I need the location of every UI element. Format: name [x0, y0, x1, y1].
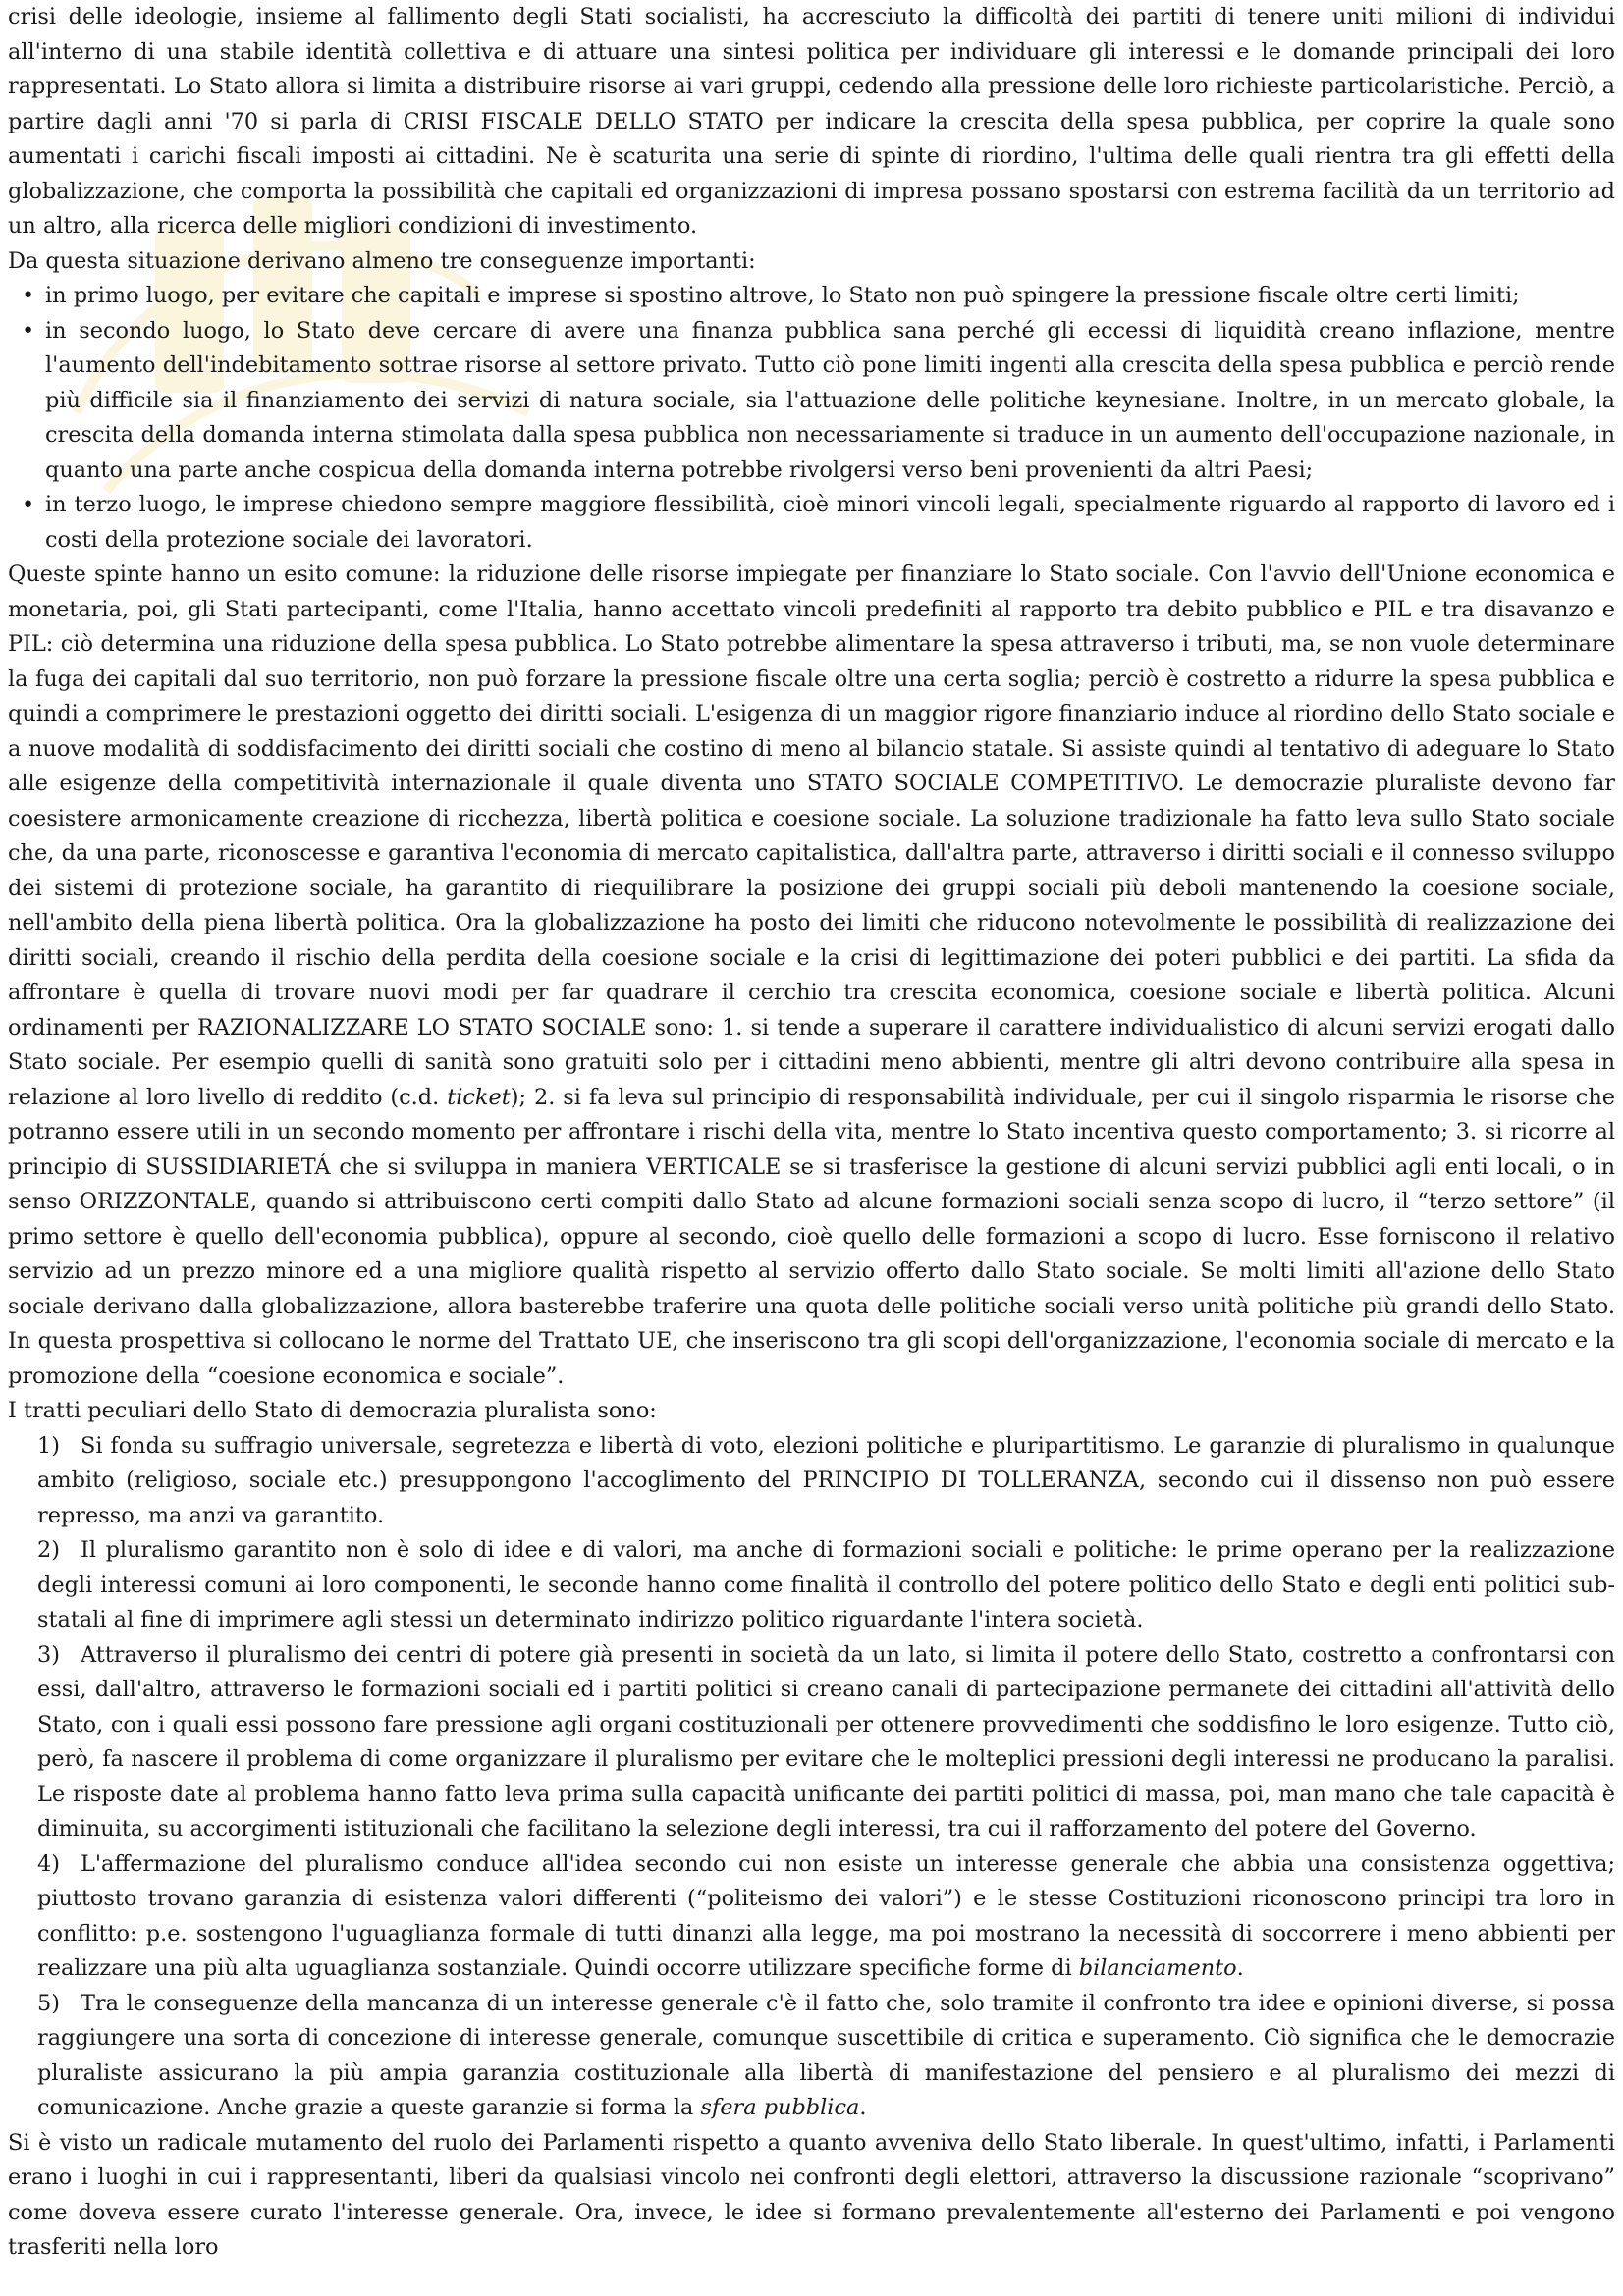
list-item — [22, 314, 1615, 489]
item-number: 2) — [37, 1537, 60, 1563]
main-paragraph — [8, 558, 1615, 1394]
bullet-text: in primo luogo, per evitare che capitali e imprese si spostino altrove, lo Stato non può spingere la pressione fiscale oltre certi limiti; — [45, 283, 1520, 308]
intro-paragraph: crisi delle ideologie, insieme al fallimento degli Stati socialisti, ha accresciuto la difficoltà dei partiti di tenere uniti milioni di individui all'interno di una stabile identità collettiva e di attuare una sintesi politica per individuare gli interessi e le domande principali dei loro rappresentati. Lo Stato allora si limita a distribuire risorse ai vari gruppi, cedendo alla pressione delle loro richieste particolaristiche. Perciò, a partire dagli anni '70 si parla di CRISI FISCALE DELLO STATO per indicare la crescita della spesa pubblica, per coprire la quale sono aumentati i carichi fiscali imposti ai cittadini. Ne è scaturita una serie di spinte di riordino, l'ultima delle quali rientra tra gli effetti della globalizzazione, che comporta la possibilità che capitali ed organizzazioni di impresa possano spostarsi con estrema facilità da un territorio ad un altro, alla ricerca delle migliori condizioni di investimento. — [8, 4, 1615, 239]
consequences-list — [8, 279, 1615, 558]
final-paragraph: Si è visto un radicale mutamento del ruolo dei Parlamenti rispetto a quanto avveniva dello Stato liberale. In quest'ultimo, infatti, i Parlamenti erano i luoghi in cui i rappresentanti, liberi da qualsiasi vincolo nei confronti degli elettori, attraverso la discussione razionale “scoprivano” come doveva essere curato l'interesse generale. Ora, invece, le idee si formano prevalentemente all'esterno dei Parlamenti e poi vengono trasferiti nella loro — [8, 2129, 1615, 2260]
sfera-pubblica-term: sfera pubblica — [700, 2095, 860, 2120]
item-text: Attraverso il pluralismo dei centri di potere già presenti in società da un lato, si limita il potere dello Stato, costretto a confrontarsi con essi, dall'altro, attraverso le formazioni sociali ed i partiti politici si creano canali di partecipazione permanete dei cittadini all'attività dello Stato, con i quali essi possono fare pressione agli organi costituzionali per ottenere provvedimenti che soddisfino le loro esigenze. Tutto ciò, però, fa nascere il problema di come organizzare il pluralismo per evitare che le molteplici pressioni degli interessi ne producano la paralisi. Le risposte date al problema hanno fatto leva prima sulla capacità unificante dei partiti politici di massa, poi, man mano che tale capacità è diminuita, su accorgimenti istituzionali che facilitano la selezione degli interessi, tra cui il rafforzamento del potere del Governo. — [37, 1641, 1615, 1842]
main-paragraph-part2: ); 2. si fa leva sul principio di responsabilità individuale, per cui il singolo risparmia le risorse che potranno essere utili in un secondo momento per affrontare i rischi della vita, mentre lo Stato incentiva questo comportamento; 3. si ricorre al principio di SUSSIDIARIETÁ che si sviluppa in maniera VERTICALE se si trasferisce la gestione di alcuni servizi pubblici agli enti locali, o in senso ORIZZONTALE, quando si attribuiscono certi compiti dallo Stato ad alcune formazioni sociali senza scopo di lucro, il “terzo settore” (il primo settore è quello dell'economia pubblica), oppure al secondo, cioè quello delle formazioni a scopo di lucro. Esse forniscono il relativo servizio ad un prezzo minore ed a una migliore qualità rispetto al servizio offerto dallo Stato sociale. Se molti limiti all'azione dello Stato sociale derivano dalla globalizzazione, allora basterebbe traferire una quota delle politiche sociali verso unità politiche più grandi dello Stato. In questa prospettiva si collocano le norme del Trattato UE, che inseriscono tra gli scopi dell'organizzazione, l'economia sociale di mercato e la promozione della “coesione economica e sociale”. — [8, 1084, 1615, 1389]
bullet-icon: • — [22, 317, 35, 344]
ticket-term: ticket — [447, 1084, 511, 1110]
consequences-intro: Da questa situazione derivano almeno tre conseguenze importanti: — [8, 247, 756, 274]
list-item — [37, 1987, 1615, 2126]
document-page — [8, 0, 1615, 2266]
item-text: Il pluralismo garantito non è solo di idee e di valori, ma anche di formazioni sociali e politiche: le prime operano per la realizzazione degli interessi comuni ai loro componenti, le seconde hanno come finalità il controllo del potere politico dello Stato e degli enti politici sub-statali al fine di imprimere agli stessi un determinato indirizzo politico riguardante l'intera società. — [37, 1537, 1615, 1632]
item-tail: . — [1236, 1955, 1244, 1981]
main-paragraph-part1: Queste spinte hanno un esito comune: la riduzione delle risorse impiegate per finanziare lo Stato sociale. Con l'avvio dell'Unione economica e monetaria, poi, gli Stati partecipanti, come l'Italia, hanno accettato vincoli predefiniti al rapporto tra debito pubblico e PIL e tra disavanzo e PIL: ciò determina una riduzione della spesa pubblica. Lo Stato potrebbe alimentare la spesa attraverso i tributi, ma, se non vuole determinare la fuga dei capitali dal suo territorio, non può forzare la pressione fiscale oltre una certa soglia; perciò è costretto a ridurre la spesa pubblica e quindi a comprimere le prestazioni oggetto dei diritti sociali. L'esigenza di un maggior rigore finanziario induce al riordino dello Stato sociale e a nuove modalità di soddisfacimento dei diritti sociali che costino di meno al bilancio statale. Si assiste quindi al tentativo di adeguare lo Stato alle esigenze della competitività internazionale il quale diventa uno STATO SOCIALE COMPETITIVO. Le democrazie pluraliste devono far coesistere armonicamente creazione di ricchezza, libertà politica e coesione sociale. La soluzione tradizionale ha fatto leva sullo Stato sociale che, da una parte, riconoscesse e garantiva l'economia di mercato capitalistica, dall'altra parte, attraverso i diritti sociali e il connesso sviluppo dei sistemi di protezione sociale, ha garantito di riequilibrare la posizione dei gruppi sociali più deboli mantenendo la coesione sociale, nell'ambito della piena libertà politica. Ora la globalizzazione ha posto dei limiti che riducono notevolmente le possibilità di realizzazione dei diritti sociali, creando il rischio della perdita della coesione sociale e la crisi di legittimazione dei poteri pubblici e dei partiti. La sfida da affrontare è quella di trovare nuovi modi per far quadrare il cerchio tra crescita economica, coesione sociale e libertà politica. Alcuni ordinamenti per RAZIONALIZZARE LO STATO SOCIALE sono: 1. si tende a superare il carattere individualistico di alcuni servizi erogati dallo Stato sociale. Per esempio quelli di sanità sono gratuiti solo per i cittadini meno abbienti, mentre gli altri devono contribuire alla spesa in relazione al loro livello di reddito (c.d. — [8, 561, 1615, 1110]
item-text: Tra le conseguenze della mancanza di un interesse generale c'è il fatto che, solo tramite il confronto tra idee e opinioni diverse, si possa raggiungere una sorta di concezione di interesse generale, comunque suscettibile di critica e superamento. Ciò significa che le democrazie pluraliste assicurano la più ampia garanzia costituzionale alla libertà di manifestazione del pensiero e al pluralismo dei mezzi di comunicazione. Anche grazie a queste garanzie si forma la — [37, 1990, 1615, 2120]
traits-intro: I tratti peculiari dello Stato di democrazia pluralista sono: — [8, 1398, 657, 1423]
list-item — [22, 279, 1615, 314]
bilanciamento-term: bilanciamento — [1078, 1955, 1237, 1981]
list-item — [37, 1638, 1615, 1847]
list-item — [37, 1847, 1615, 1987]
list-item — [22, 488, 1615, 558]
item-number: 3) — [37, 1641, 60, 1668]
item-number: 5) — [37, 1990, 60, 2016]
bullet-text: in secondo luogo, lo Stato deve cercare di avere una finanza pubblica sana perché gli eccessi di liquidità creano inflazione, mentre l'aumento dell'indebitamento sottrae risorse al settore privato. Tutto ciò pone limiti ingenti alla crescita della spesa pubblica e perciò rende più difficile sia il finanziamento dei servizi di natura sociale, sia l'attuazione delle politiche keynesiane. Inoltre, in un mercato globale, la crescita della domanda interna stimolata dalla spesa pubblica non necessariamente si traduce in un aumento dell'occupazione nazionale, in quanto una parte anche cospicua della domanda interna potrebbe rivolgersi verso beni provenienti da altri Paesi; — [45, 317, 1615, 483]
item-text: L'affermazione del pluralismo conduce all'idea secondo cui non esiste un interesse generale che abbia una consistenza oggettiva; piuttosto trovano garanzia di esistenza valori differenti (“politeismo dei valori”) e le stesse Costituzioni riconoscono principi tra loro in conflitto: p.e. sostengono l'uguaglianza formale di tutti dinanzi alla legge, ma poi mostrano la necessità di soccorrere i meno abbienti per realizzare una più alta uguaglianza sostanziale. Quindi occorre utilizzare specifiche forme di — [37, 1850, 1615, 1981]
list-item — [37, 1533, 1615, 1638]
item-tail: . — [859, 2095, 867, 2120]
item-text: Si fonda su suffragio universale, segretezza e libertà di voto, elezioni politiche e pluripartitismo. Le garanzie di pluralismo in qualunque ambito (religioso, sociale etc.) presuppongono l'accoglimento del PRINCIPIO DI TOLLERANZA, secondo cui il dissenso non può essere represso, ma anzi va garantito. — [37, 1432, 1615, 1528]
traits-list — [8, 1429, 1615, 2126]
item-number: 4) — [37, 1850, 60, 1877]
bullet-icon: • — [22, 492, 35, 517]
item-number: 1) — [37, 1432, 60, 1459]
bullet-icon: • — [22, 283, 35, 308]
list-item — [37, 1429, 1615, 1534]
bullet-text: in terzo luogo, le imprese chiedono sempre maggiore flessibilità, cioè minori vincoli legali, specialmente riguardo al rapporto di lavoro ed i costi della protezione sociale dei lavoratori. — [45, 492, 1615, 553]
